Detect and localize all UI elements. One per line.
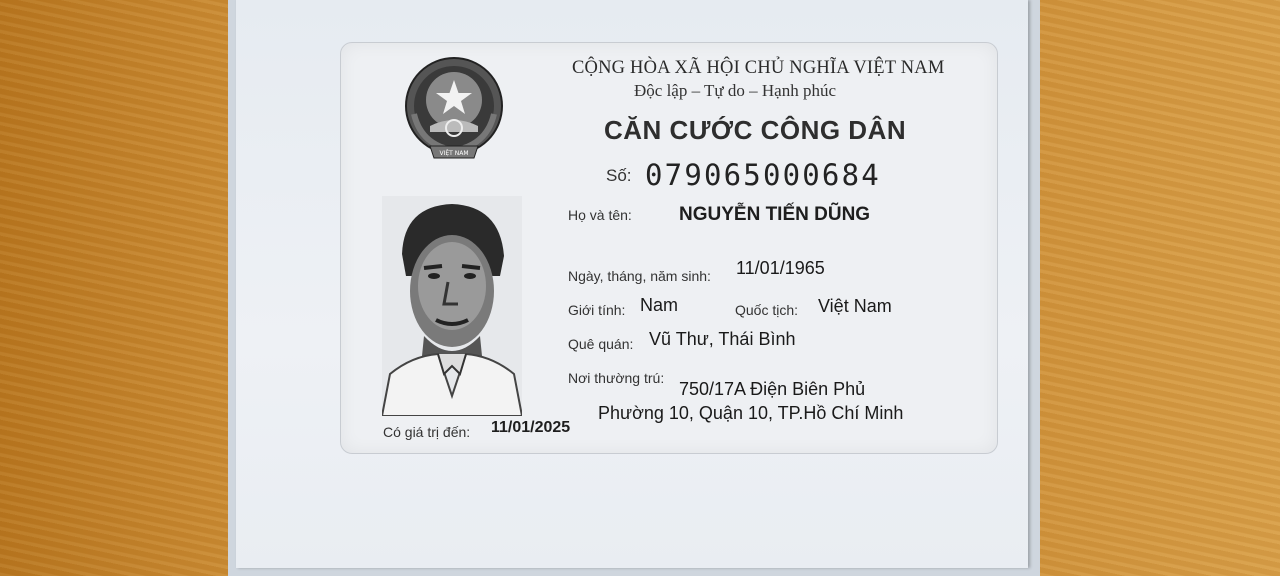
number-label: Số: [606,166,632,185]
full-name: NGUYỄN TIẾN DŨNG [679,204,871,225]
card-title: CĂN CƯỚC CÔNG DÂN [604,115,907,145]
emblem-text: VIỆT NAM [439,150,469,157]
hometown-value: Vũ Thư, Thái Bình [649,329,796,349]
national-motto: Độc lập – Tự do – Hạnh phúc [634,81,836,100]
sex-value: Nam [640,295,679,315]
dob-label: Ngày, tháng, năm sinh: [568,268,711,284]
expiry-label: Có giá trị đến: [383,424,471,440]
nationality-value: Việt Nam [818,296,892,316]
country-name: CỘNG HÒA XÃ HỘI CHỦ NGHĨA VIỆT NAM [572,58,945,78]
residence-label: Nơi thường trú: [568,370,665,386]
residence-line-2: Phường 10, Quận 10, TP.Hồ Chí Minh [598,403,904,423]
sex-label: Giới tính: [568,302,626,318]
name-label: Họ và tên: [568,207,632,223]
hometown-label: Quê quán: [568,336,634,352]
portrait-photo [382,196,522,416]
national-emblem-icon [400,56,508,164]
expiry-date: 11/01/2025 [491,419,571,436]
date-of-birth: 11/01/1965 [736,258,825,278]
residence-line-1: 750/17A Điện Biên Phủ [679,379,866,399]
nationality-label: Quốc tịch: [735,302,799,318]
id-number: 079065000684 [645,158,881,192]
